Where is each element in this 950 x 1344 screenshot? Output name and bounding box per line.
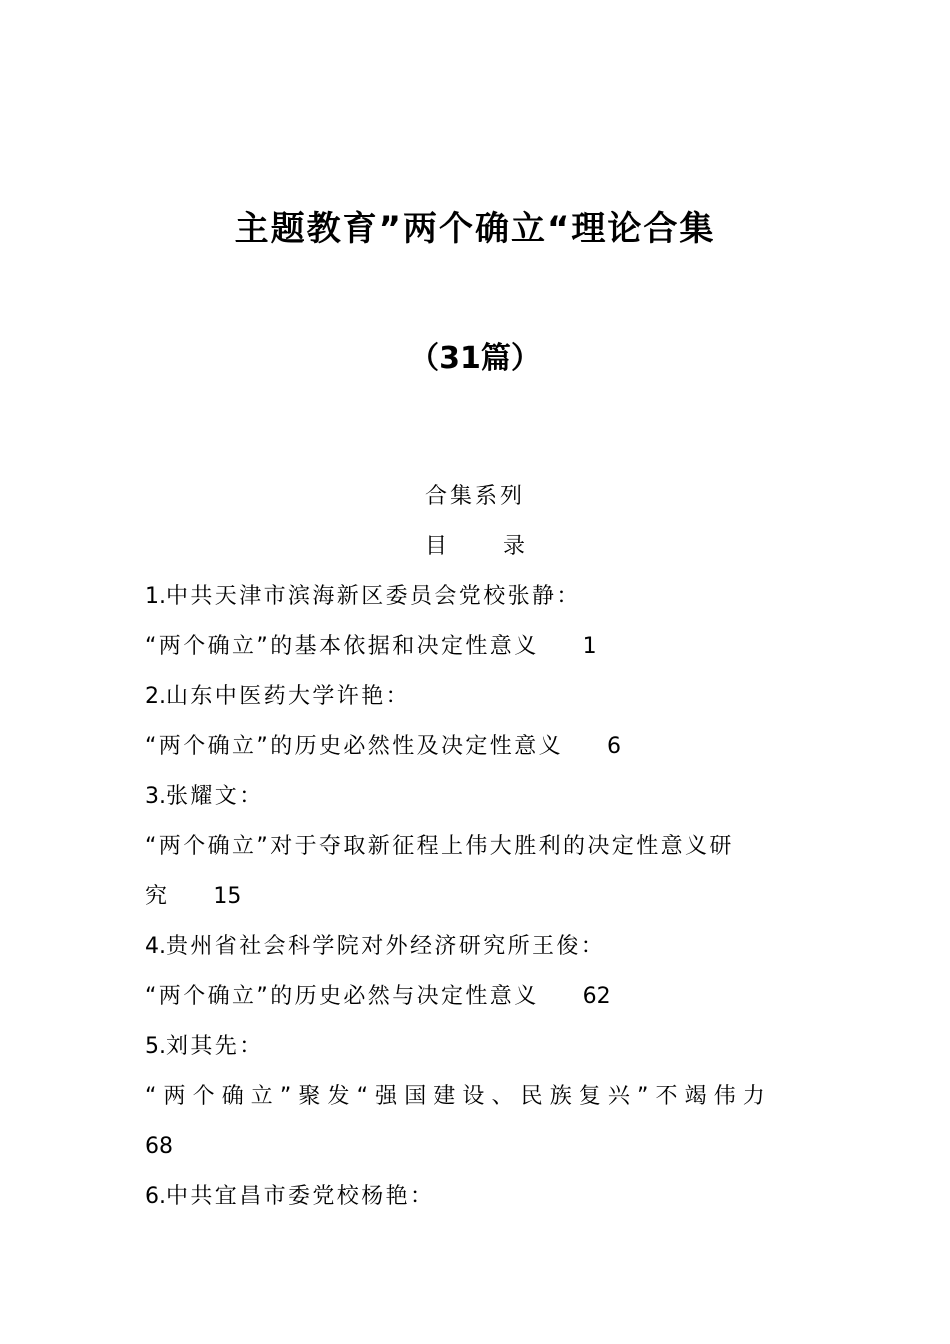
entry-number: 2. <box>145 684 166 709</box>
entry-author: 张耀文： <box>166 784 264 809</box>
entry-number: 6. <box>145 1184 166 1209</box>
entry-title-continued: 究 <box>145 884 170 909</box>
entry-author: 中共宜昌市委党校杨艳： <box>166 1184 435 1209</box>
entry-page-number: 6 <box>607 734 621 759</box>
toc-entry-page-line[interactable] <box>145 1130 805 1180</box>
series-label: 合集系列 <box>424 484 525 509</box>
toc-heading-left: 目 <box>424 534 447 559</box>
entry-author: 刘其先： <box>166 1034 264 1059</box>
toc-entry-author <box>145 580 805 630</box>
toc-entry-title[interactable] <box>145 1080 805 1130</box>
entry-number: 5. <box>145 1034 166 1059</box>
toc-entry-author <box>145 1180 805 1230</box>
document-title: 主题教育”两个确立“理论合集 <box>234 209 716 249</box>
entry-number: 4. <box>145 934 166 959</box>
entry-title: “两个确立”的基本依据和决定性意义 <box>145 634 539 659</box>
toc-entry-author <box>145 780 805 830</box>
entry-number: 3. <box>145 784 166 809</box>
entry-title: “两个确立”的历史必然性及决定性意义 <box>145 734 563 759</box>
entry-title: “两个确立”聚发“强国建设、民族复兴”不竭伟力 <box>145 1084 772 1109</box>
entry-page-number: 62 <box>582 984 611 1009</box>
toc-entry-author <box>145 680 805 730</box>
toc-entry-title[interactable] <box>145 830 805 880</box>
table-of-contents <box>145 580 805 1230</box>
entry-number: 1. <box>145 584 166 609</box>
entry-title: “两个确立”对于夺取新征程上伟大胜利的决定性意义研 <box>145 834 734 859</box>
entry-page-number: 1 <box>582 634 597 659</box>
toc-entry-title[interactable] <box>145 980 805 1030</box>
toc-entry-author <box>145 930 805 980</box>
entry-page-number: 68 <box>145 1134 173 1159</box>
entry-title: “两个确立”的历史必然与决定性意义 <box>145 984 539 1009</box>
toc-heading-right: 录 <box>503 534 526 559</box>
entry-author: 贵州省社会科学院对外经济研究所王俊： <box>166 934 606 959</box>
toc-entry-title-continued[interactable] <box>145 880 805 930</box>
entry-author: 中共天津市滨海新区委员会党校张静： <box>166 584 581 609</box>
toc-entry-author <box>145 1030 805 1080</box>
entry-author: 山东中医药大学许艳： <box>166 684 411 709</box>
entry-page-number: 15 <box>213 884 242 909</box>
toc-entry-title[interactable] <box>145 730 805 780</box>
toc-entry-title[interactable] <box>145 630 805 680</box>
toc-heading <box>0 530 950 564</box>
document-subtitle: （31篇） <box>409 341 541 376</box>
